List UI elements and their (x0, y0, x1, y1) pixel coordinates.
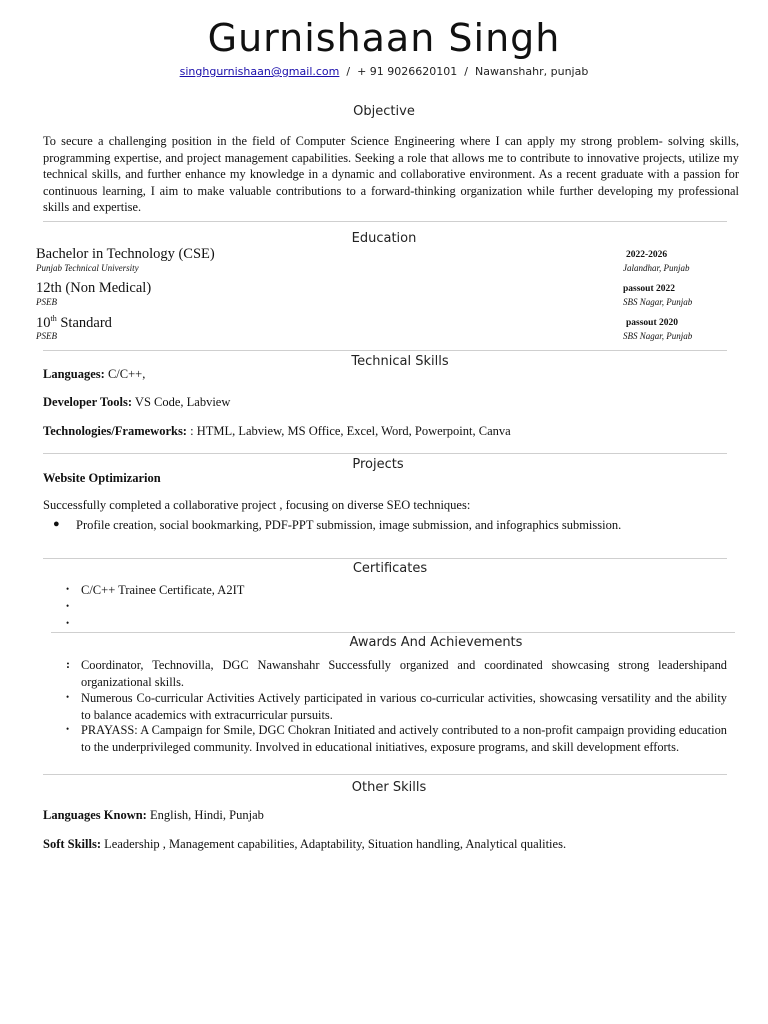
candidate-name: Gurnishaan Singh (207, 16, 561, 60)
bullet-dot: • (66, 724, 70, 734)
section-divider (43, 558, 727, 559)
certificate-item: C/C++ Trainee Certificate, A2IT (81, 583, 245, 597)
separator: / (464, 65, 469, 78)
skill-value: C/C++, (104, 367, 146, 381)
skill-technologies (43, 424, 511, 439)
skill-label: Technologies/Frameworks: (43, 424, 187, 438)
education-institution: Punjab Technical University (36, 263, 139, 273)
skill-value: VS Code, Labview (132, 395, 231, 409)
skill-label: Developer Tools: (43, 395, 133, 409)
education-title-rest: Standard (56, 314, 112, 331)
skill-value: : HTML, Labview, MS Office, Excel, Word, Powerpoint, Canva (186, 424, 511, 438)
separator: / (346, 65, 351, 78)
award-item: Numerous Co-curricular Activities Actively participated in various co-curricular activities, showcasing versatility and the ability to balance academics with extracurricular pursuits. (81, 691, 727, 722)
email-link[interactable]: singhgurnishaan@gmail.com (179, 65, 340, 78)
education-place: SBS Nagar, Punjab (623, 297, 693, 307)
award-item: PRAYASS: A Campaign for Smile, DGC Chokran Initiated and actively contributed to a non-profit campaign providing education to the underprivileged community. Involved in educational initiatives, exposure programs, and skill development efforts. (81, 723, 727, 754)
education-date: 2022-2026 (626, 250, 668, 260)
skill-languages (43, 367, 145, 382)
skill-label: Languages: (43, 367, 105, 381)
location: Nawanshahr, punjab (475, 65, 589, 78)
education-title: 12th (Non Medical) (36, 280, 152, 296)
bullet-dot: • (66, 601, 70, 611)
education-place: SBS Nagar, Punjab (623, 331, 693, 341)
education-place: Jalandhar, Punjab (623, 263, 690, 273)
bullet-dot: • (66, 618, 70, 628)
project-description: Successfully completed a collaborative project , focusing on diverse SEO techniques: (43, 498, 471, 512)
bullet-dot: • (66, 584, 70, 594)
education-date: passout 2022 (623, 284, 675, 294)
project-title: Website Optimizarion (43, 471, 161, 485)
section-heading-awards: Awards And Achievements (349, 635, 523, 650)
phone-number: + 91 9026620101 (357, 65, 458, 78)
education-title-suffix: th (50, 314, 57, 323)
contact-line (0, 65, 768, 78)
section-heading-projects: Projects (352, 457, 404, 472)
education-institution: PSEB (36, 297, 57, 307)
project-bullet: Profile creation, social bookmarking, PDF-PPT submission, image submission, and infographics submission. (76, 518, 622, 532)
skill-label: Soft Skills: (43, 837, 102, 851)
section-divider (51, 632, 735, 633)
bullet-dot: : (66, 657, 70, 671)
section-divider (43, 774, 727, 775)
section-divider (43, 350, 727, 351)
award-item: Coordinator, Technovilla, DGC Nawanshahr Successfully organized and coordinated showcasing strong leadershipand organizational skills. (81, 658, 727, 689)
skill-value: English, Hindi, Punjab (146, 808, 264, 822)
education-title-number: 10 (36, 314, 51, 331)
skill-label: Languages Known: (43, 808, 147, 822)
education-title: Bachelor in Technology (CSE) (36, 246, 215, 262)
languages-known (43, 808, 264, 823)
education-date: passout 2020 (626, 318, 678, 328)
section-heading-other-skills: Other Skills (351, 780, 427, 795)
skill-value: Leadership , Management capabilities, Adaptability, Situation handling, Analytical qualities. (101, 837, 567, 851)
bullet-dot: ● (53, 518, 60, 530)
section-heading-technical-skills: Technical Skills (351, 354, 449, 369)
section-heading-objective: Objective (353, 104, 415, 119)
objective-text: To secure a challenging position in the field of Computer Science Engineering where I can apply my strong problem- solving skills, programming expertise, and project management capabilities. Seeking a role that allows me to contribute to innovative projects, utilize my technical skills, and further enhance my knowledge in a dynamic and collaborative environment. As a recent graduate with a passion for continuous learning, I aim to make valuable contributions to a forward-thinking organization while further developing my professional skills and expertise. (43, 134, 739, 214)
bullet-dot: • (66, 692, 70, 702)
education-title (36, 314, 112, 332)
section-heading-education: Education (351, 231, 417, 246)
section-divider (43, 453, 727, 454)
section-heading-certificates: Certificates (352, 561, 428, 576)
education-institution: PSEB (36, 331, 57, 341)
skill-developer-tools (43, 395, 230, 410)
section-divider (43, 221, 727, 222)
soft-skills (43, 837, 566, 852)
